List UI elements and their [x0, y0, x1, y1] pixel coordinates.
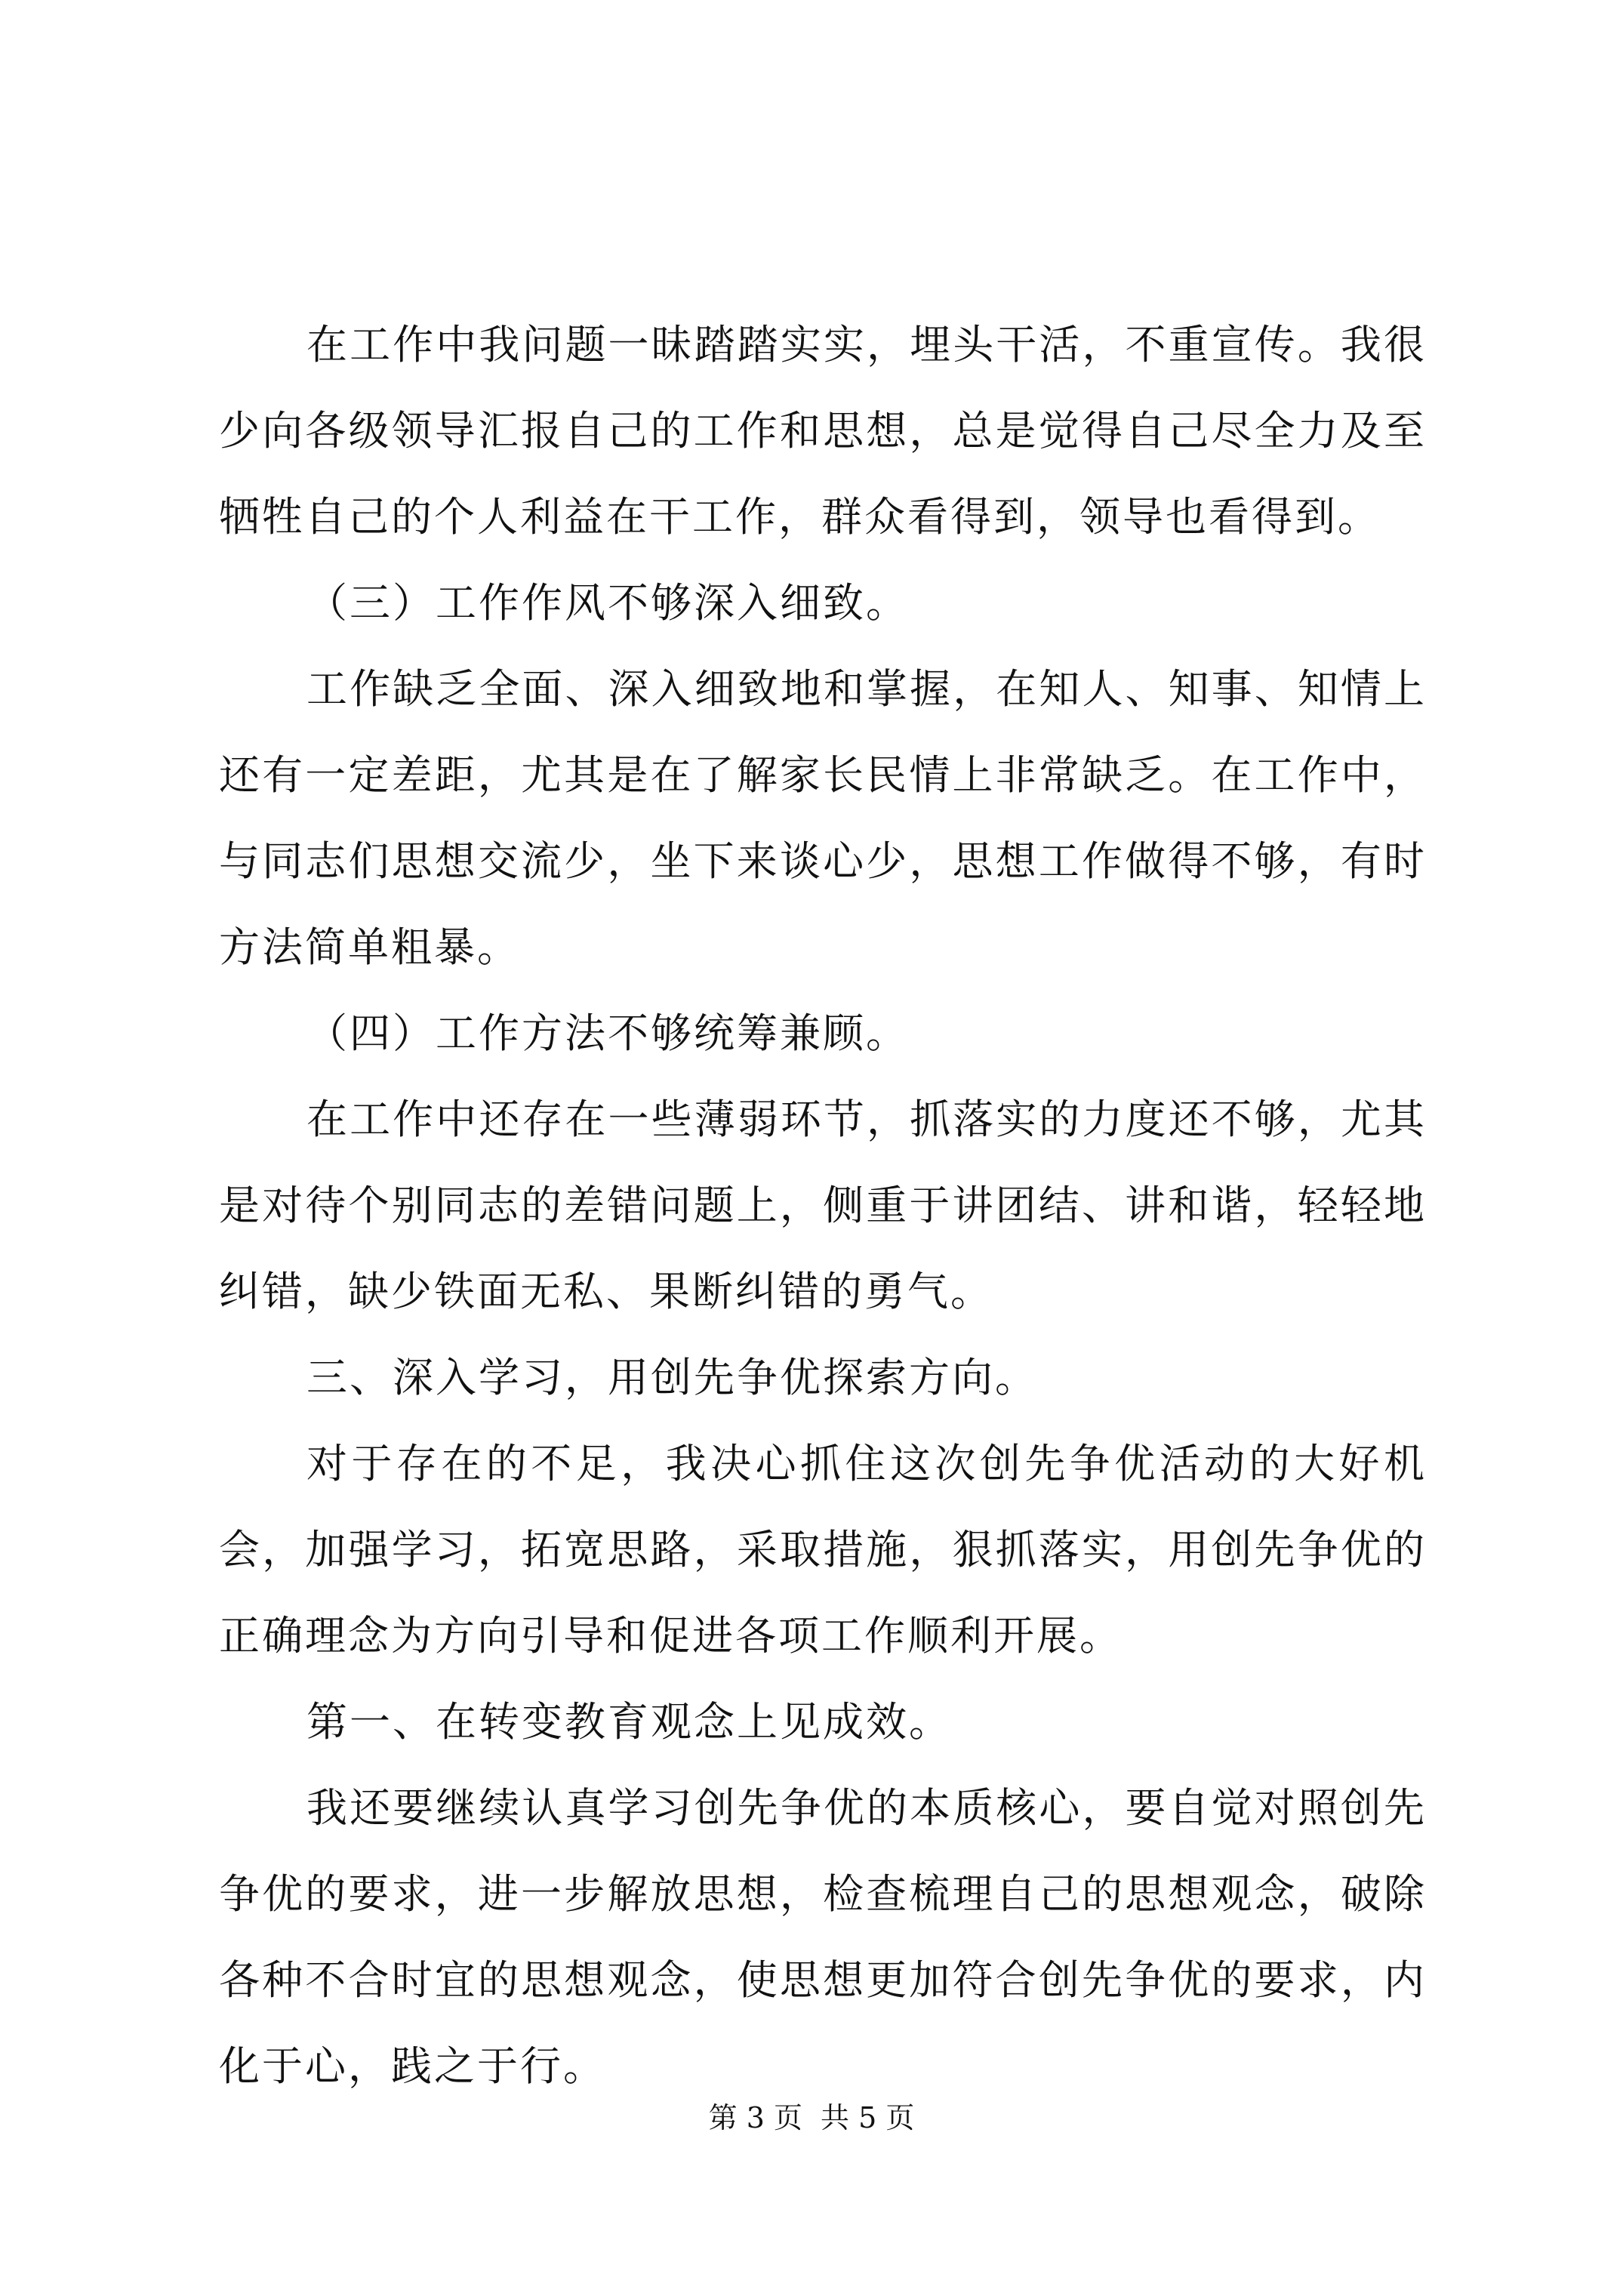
page-number: 第 3 页 [708, 2101, 802, 2134]
section-heading-three: （三）工作作风不够深入细致。 [306, 579, 909, 627]
section-heading-part-three: 三、深入学习，用创先争优探索方向。 [306, 1354, 1038, 1401]
paragraph: 对于存在的不足，我决心抓住这次创先争优活动的大好机会，加强学习，拓宽思路，采取措施，狠抓落实，用创先争优的正确理念为方向引导和促进各项工作顺利开展。 [219, 1440, 1427, 1660]
subsection-heading-first: 第一、在转变教育观念上见成效。 [306, 1698, 952, 1746]
paragraph: 我还要继续认真学习创先争优的本质核心，要自觉对照创先争优的要求，进一步解放思想，检查梳理自己的思想观念，破除各种不合时宜的思想观念，使思想更加符合创先争优的要求，内化于心，践之于行。 [219, 1784, 1427, 2090]
document-body [219, 302, 1427, 2110]
section-heading-four: （四）工作方法不够统筹兼顾。 [306, 1009, 909, 1057]
paragraph: 在工作中我问题一昧踏踏实实，埋头干活，不重宣传。我很少向各级领导汇报自己的工作和思想，总是觉得自己尽全力及至牺牲自己的个人利益在干工作，群众看得到，领导也看得到。 [219, 321, 1427, 541]
paragraph: 在工作中还存在一些薄弱环节，抓落实的力度还不够，尤其是对待个别同志的差错问题上，侧重于讲团结、讲和谐，轻轻地纠错，缺少铁面无私、果断纠错的勇气。 [219, 1096, 1427, 1315]
page-total: 共 5 页 [821, 2101, 915, 2134]
page-footer [0, 2099, 1623, 2137]
paragraph: 工作缺乏全面、深入细致地和掌握，在知人、知事、知情上还有一定差距，尤其是在了解家长民情上非常缺乏。在工作中，与同志们思想交流少，坐下来谈心少，思想工作做得不够，有时方法简单粗暴。 [219, 665, 1427, 971]
